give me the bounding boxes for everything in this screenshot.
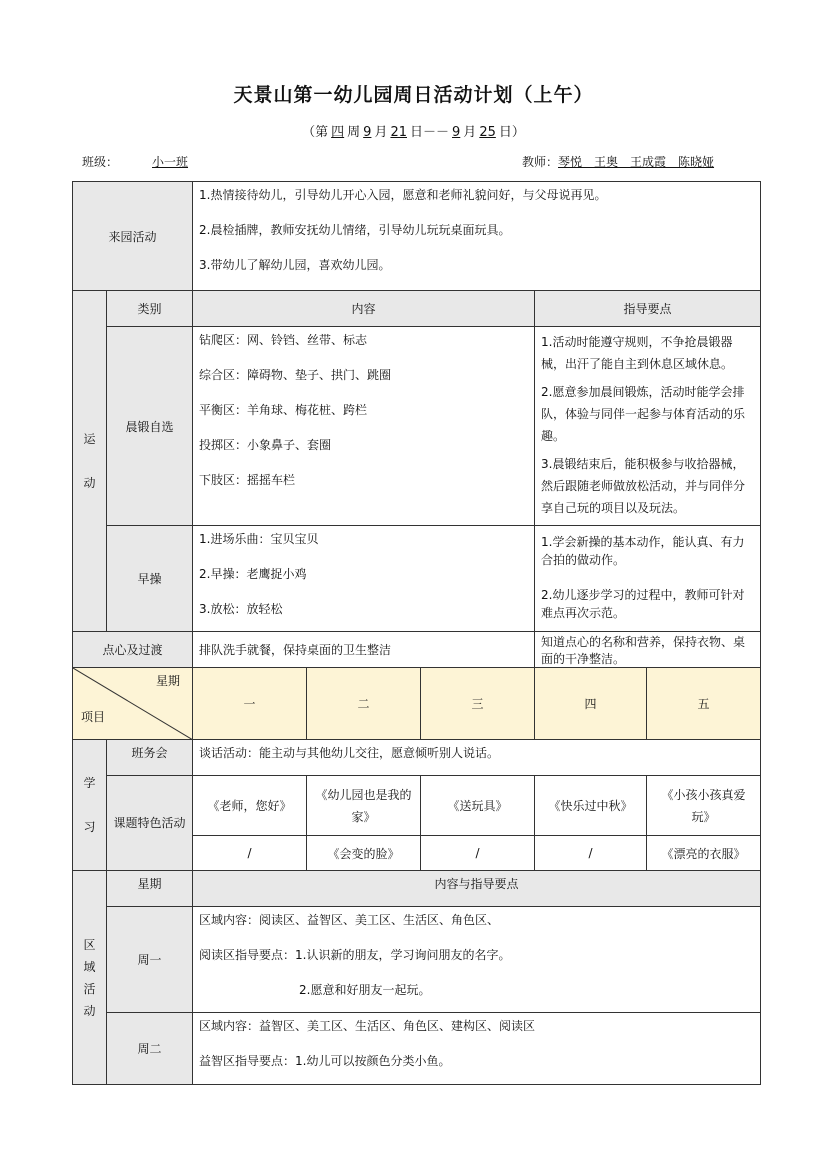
area-tue-content — [193, 1013, 761, 1085]
area-guide: 阅读区指导要点：1.认识新的朋友，学习询问朋友的名字。 — [199, 948, 511, 962]
drill-item: 3.放松：放轻松 — [199, 602, 283, 616]
topic-cell: 《送玩具》 — [421, 776, 535, 836]
topic-cell: 《小孩小孩真爱玩》 — [647, 776, 761, 836]
topic-cell: 《漂亮的衣服》 — [647, 836, 761, 871]
drill-item: 1.进场乐曲：宝贝宝贝 — [199, 532, 319, 546]
topic-label: 课题特色活动 — [107, 776, 193, 871]
morning-drill-content — [193, 526, 535, 632]
area-mon-row — [73, 907, 761, 1013]
guide-point: 1.学会新操的基本动作，能认真、有力合拍的做动作。 — [541, 535, 745, 567]
class-meeting-row — [73, 740, 761, 776]
area-header-row — [73, 871, 761, 907]
arrival-item: 2.晨检插牌，教师安抚幼儿情绪，引导幼儿玩玩桌面玩具。 — [199, 223, 511, 237]
day-wed: 三 — [421, 668, 535, 740]
date-range — [0, 121, 827, 140]
exercise-zone: 平衡区：羊角球、梅花桩、跨栏 — [199, 403, 368, 417]
content-header: 内容 — [193, 291, 535, 327]
guide-point: 1.活动时能遵守规则，不争抢晨锻器械，出汗了能自主到休息区域休息。 — [541, 335, 734, 371]
topic-cell: / — [535, 836, 647, 871]
guide-point: 2.幼儿逐步学习的过程中，教师可针对难点再次示范。 — [541, 588, 745, 620]
drill-item: 2.早操：老鹰捉小鸡 — [199, 567, 307, 581]
arrival-content — [193, 182, 761, 291]
guide-point: 2.愿意参加晨间锻炼，活动时能学会排队，体验与同伴一起参与体育活动的乐趣。 — [541, 385, 746, 443]
snack-label: 点心及过渡 — [73, 632, 193, 668]
teacher-label: 教师： — [522, 155, 559, 169]
end-day: 25 — [479, 125, 496, 140]
end-month: 9 — [452, 125, 461, 140]
topic-cell: 《幼儿园也是我的家》 — [307, 776, 421, 836]
date-close: 日） — [498, 125, 525, 140]
week-item-diagonal-cell — [73, 668, 193, 740]
snack-content: 排队洗手就餐，保持桌面的卫生整洁 — [193, 632, 535, 668]
month-label: 月 — [374, 125, 388, 140]
week-label: 周 — [347, 125, 361, 140]
item-label: 项目 — [81, 710, 106, 724]
exercise-zone: 综合区：障碍物、垫子、拱门、跳圈 — [199, 368, 392, 382]
start-month: 9 — [363, 125, 372, 140]
day-mon: 一 — [193, 668, 307, 740]
teacher-value: 琴悦 王奥 王成霞 陈晓娅 — [558, 155, 715, 169]
day-separator: 日－－ — [410, 125, 450, 140]
class-meeting-label: 班务会 — [107, 740, 193, 776]
area-zones: 区域内容：阅读区、益智区、美工区、生活区、角色区、 — [199, 913, 500, 927]
morning-drill-label: 早操 — [107, 526, 193, 632]
class-meeting-content: 谈话活动：能主动与其他幼儿交往，愿意倾听别人说话。 — [193, 740, 761, 776]
area-label: 区 域 活 动 — [73, 871, 107, 1085]
arrival-item: 1.热情接待幼儿，引导幼儿开心入园，愿意和老师礼貌问好，与父母说再见。 — [199, 188, 607, 202]
morning-drill-row — [73, 526, 761, 632]
sport-label: 运 动 — [73, 291, 107, 632]
day-fri: 五 — [647, 668, 761, 740]
month-label-2: 月 — [463, 125, 477, 140]
area-mon-label: 周一 — [107, 907, 193, 1013]
topic-cell: / — [193, 836, 307, 871]
weekday-label: 星期 — [156, 674, 181, 688]
sport-header-row — [73, 291, 761, 327]
arrival-label: 来园活动 — [73, 182, 193, 291]
page-title: 天景山第一幼儿园周日活动计划（上午） — [233, 84, 594, 106]
area-guide: 2.愿意和好朋友一起玩。 — [299, 983, 431, 997]
class-value: 小一班 — [152, 155, 189, 169]
week-header-row — [73, 668, 761, 740]
topic-cell: 《会变的脸》 — [307, 836, 421, 871]
day-tue: 二 — [307, 668, 421, 740]
class-info — [82, 153, 222, 170]
study-label: 学 习 — [73, 740, 107, 871]
area-mon-content — [193, 907, 761, 1013]
teacher-info — [522, 153, 730, 170]
topic-cell: / — [421, 836, 535, 871]
category-header: 类别 — [107, 291, 193, 327]
morning-exercise-guide — [535, 327, 761, 526]
week-number: 四 — [331, 125, 345, 140]
morning-drill-guide — [535, 526, 761, 632]
topic-cell: 《老师，您好》 — [193, 776, 307, 836]
area-guide: 益智区指导要点：1.幼儿可以按颜色分类小鱼。 — [199, 1054, 451, 1068]
day-thu: 四 — [535, 668, 647, 740]
area-content-header: 内容与指导要点 — [193, 871, 761, 907]
area-tue-label: 周二 — [107, 1013, 193, 1085]
topic-cell: 《快乐过中秋》 — [535, 776, 647, 836]
area-tue-row — [73, 1013, 761, 1085]
exercise-zone: 钻爬区：网、铃铛、丝带、标志 — [199, 333, 368, 347]
guide-point: 3.晨锻结束后，能积极参与收拾器械，然后跟随老师做放松活动，并与同伴分享自己玩的项目以及玩法。 — [541, 457, 746, 515]
snack-guide: 知道点心的名称和营养，保持衣物、桌面的干净整洁。 — [535, 632, 761, 668]
activity-plan-table — [72, 181, 761, 1085]
class-label: 班级： — [82, 155, 119, 169]
morning-exercise-content — [193, 327, 535, 526]
morning-exercise-label: 晨锻自选 — [107, 327, 193, 526]
exercise-zone: 投掷区：小象鼻子、套圈 — [199, 438, 332, 452]
snack-row — [73, 632, 761, 668]
topic-row-1 — [73, 776, 761, 836]
arrival-item: 3.带幼儿了解幼儿园，喜欢幼儿园。 — [199, 258, 391, 272]
area-weekday-header: 星期 — [107, 871, 193, 907]
arrival-row — [73, 182, 761, 291]
date-open: （第 — [302, 125, 329, 140]
exercise-zone: 下肢区：摇摇车栏 — [199, 473, 296, 487]
start-day: 21 — [390, 125, 407, 140]
morning-exercise-row — [73, 327, 761, 526]
area-zones: 区域内容：益智区、美工区、生活区、角色区、建构区、阅读区 — [199, 1019, 536, 1033]
guide-header: 指导要点 — [535, 291, 761, 327]
